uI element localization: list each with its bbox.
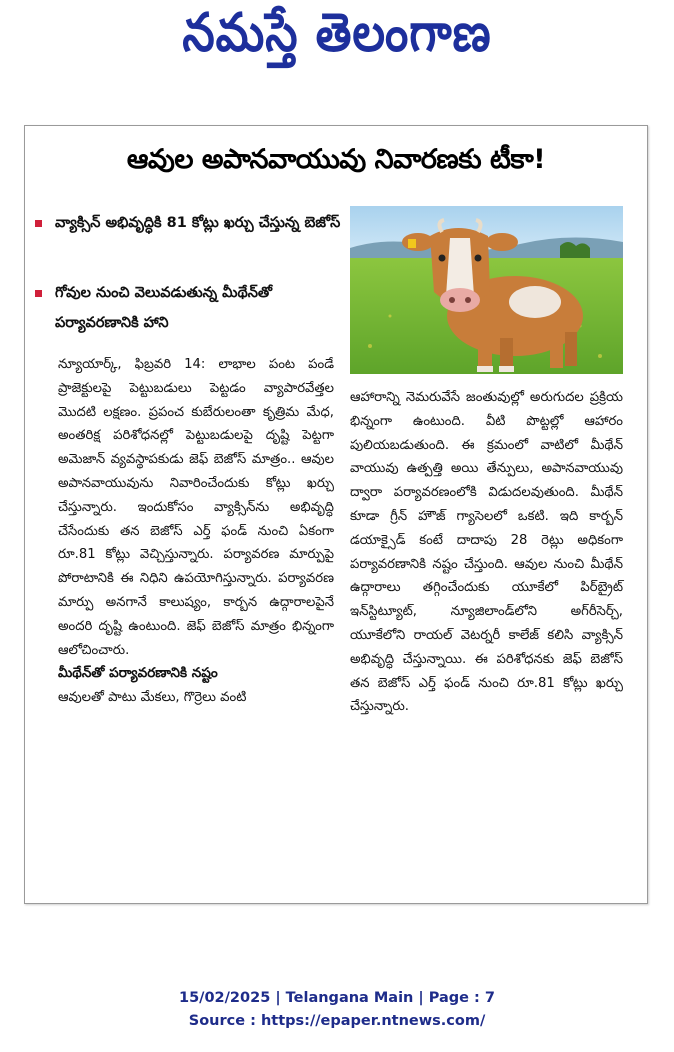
cow-illustration [350, 206, 623, 374]
article-column-right [350, 386, 623, 719]
footer-date-line: 15/02/2025 | Telangana Main | Page : 7 [178, 990, 495, 1006]
deck-text: వ్యాక్సిన్ అభివృద్ధికి 81 కోట్లు ఖర్చు చేస్తున్న బెజోస్ [55, 215, 341, 231]
deck-text: గోవుల నుంచి వెలువడుతున్న మీథేన్‌తో పర్యావరణానికి హాని [55, 285, 273, 331]
masthead-title: నమస్తే తెలంగాణ [182, 1, 492, 64]
article-paragraph: ఆహారాన్ని నెమరువేసే జంతువుల్లో అరుగుదల ప్రక్రియ భిన్నంగా ఉంటుంది. వీటి పొట్టల్లో ఆహారం పులియబడుతుంది. ఈ క్రమంలో వాటిలో మీథేన్ వాయువు ఉత్పత్తి అయి తేన్పులు, అపానవాయువు ద్వారా పర్యావరణంలోకి విడుదలవుతుంది. మీథేన్ కూడా గ్రీన్ హౌజ్ గ్యాసెలలో ఒకటి. ఇది కార్బన్ డయాక్సైడ్ కంటే దాదాపు 28 రెట్లు అధికంగా పర్యావరణానికి నష్టం చేస్తుంది. ఆవుల నుంచి మీథేన్ ఉద్గారాలు తగ్గించేందుకు యూకేలో పిర్‌బ్రైట్ ఇన్‌స్టిట్యూట్, న్యూజిలాండ్‌లోని అగ్‌రీసెర్చ్, యూకేలోని రాయల్ వెటర్నరీ కాలేజ్ కలిసి వ్యాక్సిన్ అభివృద్ధి చేస్తున్నాయి. ఈ పరిశోధనకు జెఫ్ బెజోస్ తన బెజోస్ ఎర్త్ ఫండ్ నుంచి రూ.81 కోట్లు ఖర్చు చేస్తున్నారు. [350, 390, 623, 715]
headline: ఆవుల అపానవాయువు నివారణకు టీకా! [126, 144, 546, 175]
article-subheading: మీథేన్‌తో పర్యావరణానికి నష్టం [58, 665, 218, 682]
article-column-left [58, 353, 334, 710]
article-card [24, 125, 648, 904]
deck-item [55, 208, 345, 238]
cow-photo [350, 206, 623, 374]
article-paragraph: ఆవులతో పాటు మేకలు, గొర్రెలు వంటి [58, 690, 247, 706]
deck-item [55, 278, 345, 338]
masthead-logo [0, 0, 674, 82]
bullet-icon [35, 290, 42, 297]
bullet-icon [35, 220, 42, 227]
article-paragraph: న్యూయార్క్, ఫిబ్రవరి 14: లాభాల పంట పండే ప్రాజెక్టులపై పెట్టుబడులు పెట్టడం వ్యాపారవేత్తల మొదటి లక్షణం. ప్రపంచ కుబేరులంతా కృత్రిమ మేధ, అంతరిక్ష పరిశోధనల్లో పెట్టుబడులపై దృష్టి పెట్టగా అమెజాన్ వ్యవస్థాపకుడు జెఫ్ బెజోస్ మాత్రం.. ఆవుల అపానవాయువును నివారించేందుకు కోట్లు ఖర్చు చేస్తున్నారు. ఇందుకోసం వ్యాక్సిన్‌ను అభివృద్ధి చేసేందుకు తన బెజోస్ ఎర్త్ ఫండ్ నుంచి ఏకంగా రూ.81 కోట్లు వెచ్చిస్తున్నారు. పర్యావరణ మార్పుపై పోరాటానికి ఈ నిధిని ఉపయోగిస్తున్నారు. పర్యావరణ మార్పు అనగానే కాలుష్యం, కార్బన ఉద్గారాలపైనే అందరి దృష్టి ఉంటుంది. జెఫ్ బెజోస్ మాత్రం భిన్నంగా ఆలోచించారు. [58, 357, 334, 658]
footer-source-line: Source : https://epaper.ntnews.com/ [188, 1013, 486, 1029]
